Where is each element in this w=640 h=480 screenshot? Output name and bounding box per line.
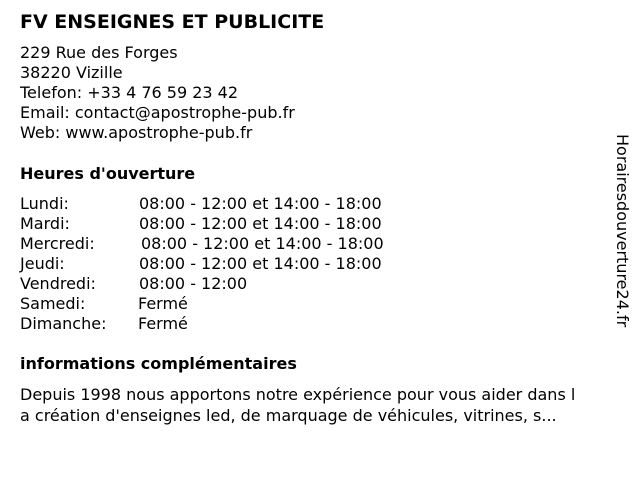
address-city: 38220 Vizille: [20, 63, 123, 82]
email-address: Email: contact@apostrophe-pub.fr: [20, 103, 295, 122]
day-label: Lundi:: [20, 194, 69, 213]
watermark-text: Horairesdouverture24.fr: [613, 134, 632, 328]
phone-number: Telefon: +33 4 76 59 23 42: [20, 83, 239, 102]
time-value: 08:00 - 12:00: [139, 274, 248, 293]
day-label: Dimanche:: [20, 314, 107, 333]
time-value: 08:00 - 12:00 et 14:00 - 18:00: [139, 194, 382, 213]
website: Web: www.apostrophe-pub.fr: [20, 123, 253, 142]
time-value: 08:00 - 12:00 et 14:00 - 18:00: [141, 234, 384, 253]
day-label: Jeudi:: [20, 254, 65, 273]
day-label: Mardi:: [20, 214, 70, 233]
address-street: 229 Rue des Forges: [20, 43, 178, 62]
description-line: Depuis 1998 nous apportons notre expérience pour vous aider dans l: [20, 385, 576, 404]
day-label: Samedi:: [20, 294, 86, 313]
time-value: 08:00 - 12:00 et 14:00 - 18:00: [139, 254, 382, 273]
time-value: Fermé: [138, 314, 188, 333]
day-label: Mercredi:: [20, 234, 95, 253]
additional-info-heading: informations complémentaires: [20, 354, 297, 373]
time-value: Fermé: [138, 294, 188, 313]
description-text: [20, 384, 620, 426]
description-line: a création d'enseignes led, de marquage de véhicules, vitrines, s...: [20, 406, 557, 425]
day-label: Vendredi:: [20, 274, 96, 293]
business-name: FV ENSEIGNES ET PUBLICITE: [20, 11, 325, 33]
contact-block: [20, 43, 295, 143]
time-value: 08:00 - 12:00 et 14:00 - 18:00: [139, 214, 382, 233]
opening-hours-heading: Heures d'ouverture: [20, 164, 196, 183]
